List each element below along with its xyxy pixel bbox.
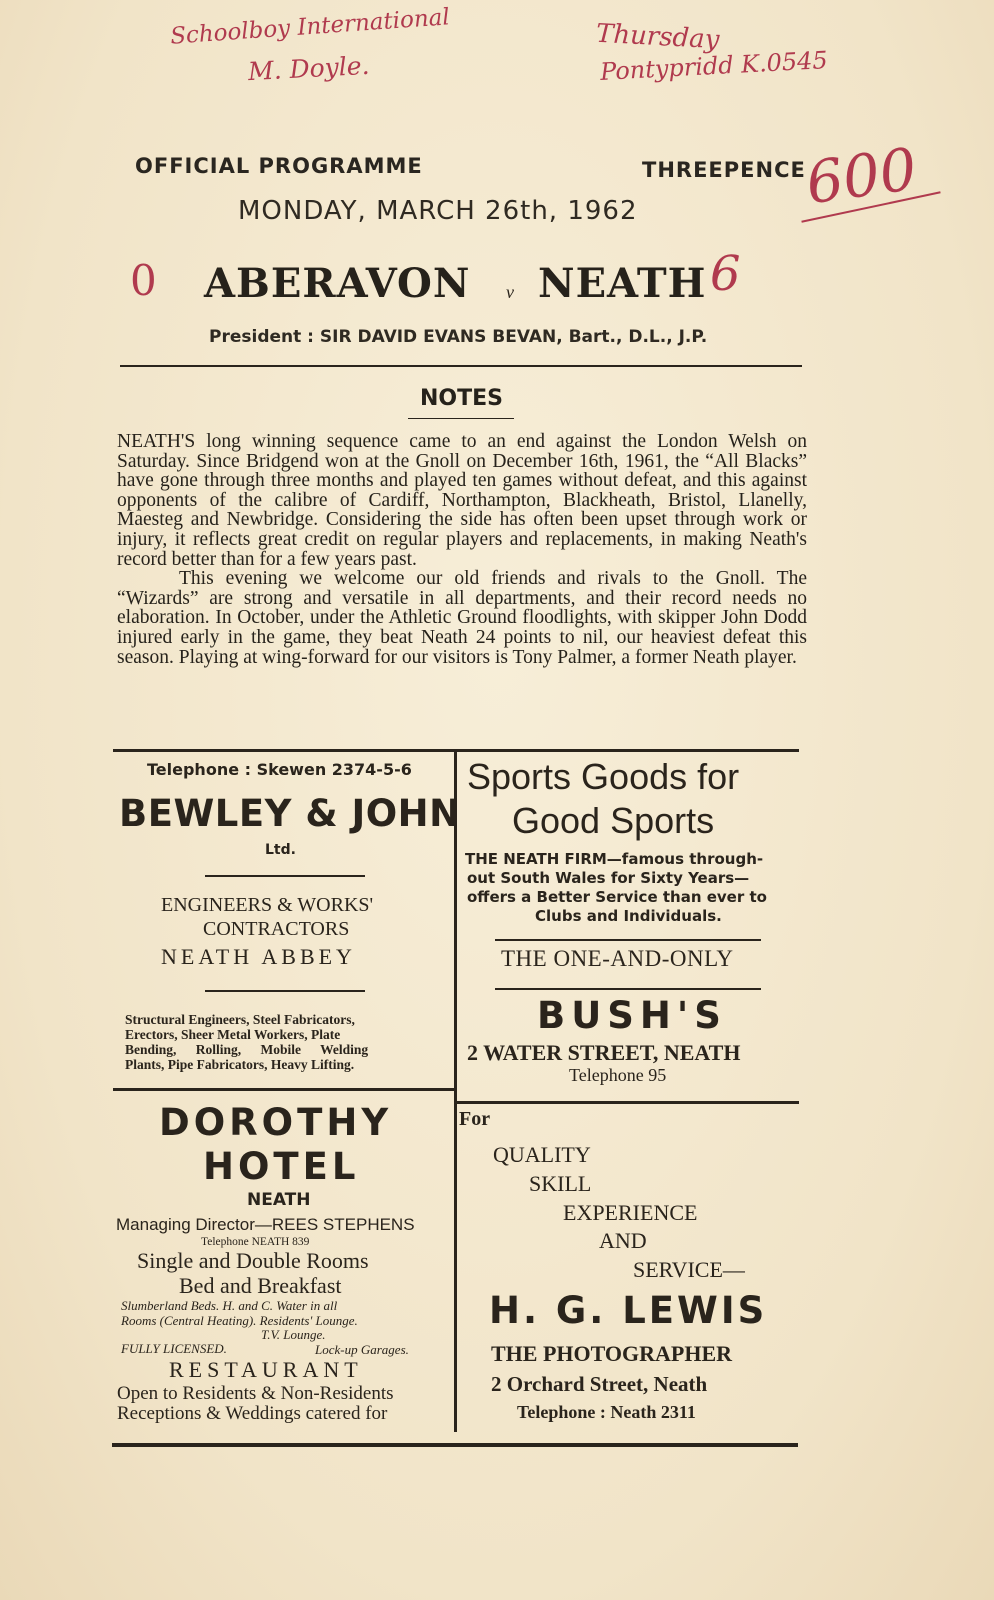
bush-body-2: out South Wales for Sixty Years— <box>467 869 750 887</box>
dorothy-small-1: Slumberland Beds. H. and C. Water in all <box>121 1298 338 1313</box>
lewis-and: AND <box>599 1228 647 1253</box>
dorothy-bed-breakfast: Bed and Breakfast <box>179 1273 342 1298</box>
lewis-quality: QUALITY <box>493 1142 591 1167</box>
notes-title-rule <box>408 418 514 419</box>
bush-headline-2: Good Sports <box>512 800 715 841</box>
bush-one-and-only: THE ONE-AND-ONLY <box>501 946 734 971</box>
dorothy-rooms: Single and Double Rooms <box>137 1248 369 1273</box>
notes-paragraph: This evening we welcome our old friends and rivals to the Gnoll. The “Wizards” are strong and versatile in all departments, and their record needs no elaboration. In October, under the Athletic Ground floodlights, with skipper John Dodd injured early in the game, they beat Neath 24 points to nil, our heaviest defeat this season. Playing at wing-forward for our visitors is Tony Palmer, a former Neath player. <box>117 568 807 668</box>
versus-label: v <box>506 282 514 302</box>
ad-bewley-john <box>113 752 461 1088</box>
handwritten-price: 600 <box>801 134 921 218</box>
bush-telephone: Telephone 95 <box>569 1065 667 1085</box>
dorothy-receptions: Receptions & Weddings catered for <box>117 1403 388 1424</box>
bush-rule-2 <box>495 988 761 990</box>
bush-body-1: THE NEATH FIRM—famous through- <box>465 850 764 868</box>
bewley-rule <box>205 875 365 877</box>
handwritten-note-day: Thursday <box>595 18 721 56</box>
dorothy-small-3: T.V. Lounge. <box>261 1327 326 1342</box>
bewley-telephone: Telephone : Skewen 2374-5-6 <box>147 760 412 779</box>
bush-body-4: Clubs and Individuals. <box>535 907 722 925</box>
bewley-line1: ENGINEERS & WORKS' <box>161 894 374 916</box>
handwritten-score-away: 6 <box>710 246 741 302</box>
lewis-name: H. G. LEWIS <box>489 1289 768 1332</box>
bewley-ltd: Ltd. <box>265 842 296 858</box>
home-team: ABERAVON <box>204 260 471 307</box>
handwritten-note-venue: Pontypridd K.0545 <box>599 46 829 86</box>
bush-body-3: offers a Better Service than ever to <box>467 888 767 906</box>
header-rule <box>120 365 802 367</box>
lewis-for: For <box>459 1108 491 1130</box>
dorothy-restaurant: RESTAURANT <box>169 1357 363 1382</box>
bewley-name: BEWLEY & JOHN <box>119 792 461 835</box>
bush-name: BUSH'S <box>537 994 727 1037</box>
dorothy-name-2: HOTEL <box>203 1145 360 1188</box>
bewley-small-1: Structural Engineers, Steel Fabricators, <box>125 1012 355 1027</box>
dorothy-small-2: Rooms (Central Heating). Residents' Lounge. <box>121 1313 358 1328</box>
away-team: NEATH <box>538 260 707 307</box>
bewley-small-2: Erectors, Sheer Metal Workers, Plate <box>125 1027 341 1042</box>
handwritten-note-name: M. Doyle. <box>247 50 371 87</box>
notes-paragraph: NEATH'S long winning sequence came to an end against the London Welsh on Saturday. Since Bridgend won at the Gnoll on December 16th, 1961, the “All Blacks” have gone through three months and played ten games without defeat, and this against opponents of the calibre of Cardiff, Northampton, Blackheath, Bristol, Llanelly, Maesteg and Newbridge. Considering the side has often been upset through work or injury, it reflects great credit on regular players and replacements, in making Neath's record better than for a few years past. <box>117 431 807 570</box>
ad-hg-lewis <box>457 1104 799 1443</box>
dorothy-director: Managing Director—REES STEPHENS <box>116 1215 415 1234</box>
dorothy-name-1: DOROTHY <box>159 1101 393 1144</box>
ads-bottom-rule <box>112 1443 798 1447</box>
lewis-address: 2 Orchard Street, Neath <box>491 1372 708 1396</box>
bewley-rule-2 <box>205 990 365 992</box>
ad-bushs <box>457 752 799 1101</box>
bewley-small-3: Bending, Rolling, Mobile Welding <box>125 1042 369 1057</box>
bewley-line2: CONTRACTORS <box>203 918 350 940</box>
bush-headline-1: Sports Goods for <box>467 756 740 797</box>
programme-label: OFFICIAL PROGRAMME <box>135 154 423 178</box>
price-label: THREEPENCE <box>642 158 806 182</box>
lewis-experience: EXPERIENCE <box>563 1200 698 1225</box>
lewis-telephone: Telephone : Neath 2311 <box>517 1402 696 1422</box>
ad-dorothy-hotel <box>113 1091 454 1443</box>
handwritten-note-school: Schoolboy International <box>169 4 451 50</box>
bewley-line3: NEATH ABBEY <box>161 944 356 969</box>
bush-address: 2 WATER STREET, NEATH <box>467 1040 741 1065</box>
dorothy-telephone: Telephone NEATH 839 <box>201 1236 310 1248</box>
bewley-small-4: Plants, Pipe Fabricators, Heavy Lifting. <box>125 1057 355 1072</box>
match-date: MONDAY, MARCH 26th, 1962 <box>238 196 638 226</box>
president-line: President : SIR DAVID EVANS BEVAN, Bart., D.L., J.P. <box>209 327 708 347</box>
dorothy-town: NEATH <box>247 1190 311 1210</box>
lewis-skill: SKILL <box>529 1171 592 1196</box>
bush-rule <box>495 939 761 941</box>
dorothy-garages: Lock-up Garages. <box>315 1342 409 1357</box>
lewis-role: THE PHOTOGRAPHER <box>491 1341 733 1366</box>
handwritten-score-home: 0 <box>130 256 157 305</box>
notes-body <box>117 432 807 667</box>
notes-title: NOTES <box>420 386 503 411</box>
dorothy-licensed: FULLY LICENSED. <box>121 1341 227 1356</box>
dorothy-open: Open to Residents & Non-Residents <box>117 1383 394 1404</box>
lewis-service: SERVICE— <box>633 1257 745 1282</box>
